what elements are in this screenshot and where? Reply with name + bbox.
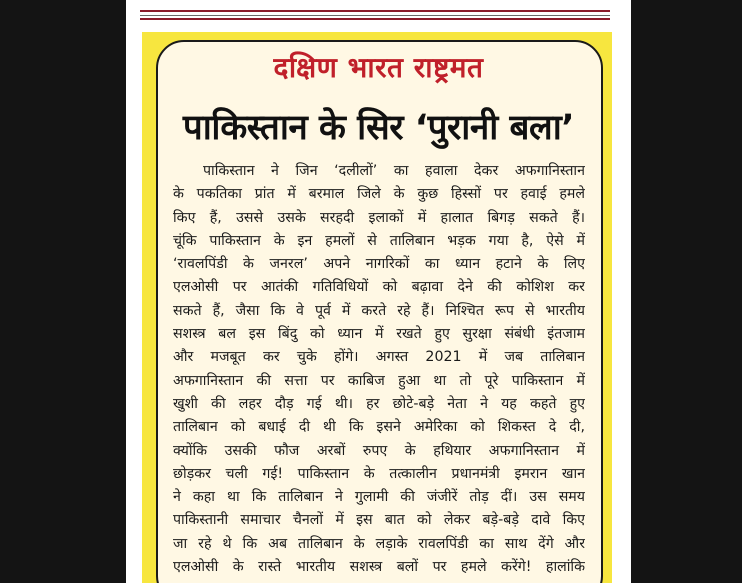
article-line: एलओसी के रास्ते भारतीय सशस्त्र बलों पर हमले करेंगे! हालांकि [173, 559, 585, 576]
article-line: सकते हैं, जैसा कि वे पूर्व में करते रहे हैं। निश्चित रूप से भारतीय [173, 302, 585, 319]
article-line: छोड़कर चली गई! पाकिस्तान के तत्कालीन प्रधानमंत्री इमरान खान [173, 465, 585, 482]
newspaper-page [126, 0, 631, 583]
article-line: पाकिस्तानी समाचार चैनलों में इस बात को लेकर बड़े-बड़े दावे किए [173, 512, 585, 529]
editorial-body [173, 160, 585, 579]
masthead-title: दक्षिण भारत राष्ट्रमत [273, 51, 484, 84]
article-line: खुशी की लहर दौड़ गई थी। हर छोटे-बड़े नेता ने यह कहते हुए [173, 395, 585, 412]
article-line: एलओसी पर आतंकी गतिविधियों को बढ़ावा देने की कोशिश कर [173, 279, 585, 296]
article-line: के पकतिका प्रांत में बरमाल जिले के कुछ हिस्सों पर हवाई हमले [173, 186, 585, 203]
header-rule-top [140, 10, 610, 12]
article-line: अफगानिस्तान की सत्ता पर काबिज हुआ था तो पूरे पाकिस्तान में [173, 372, 585, 389]
editorial-headline: पाकिस्तान के सिर ‘पुरानी बला’ [182, 108, 575, 148]
header-rule-bottom [140, 18, 610, 20]
header-rule-middle [140, 15, 610, 16]
article-line: ने कहा था कि तालिबान ने गुलामी की जंजीरें तोड़ दीं। उस समय [173, 489, 585, 506]
article-line: सशस्त्र बल इस बिंदु को ध्यान में रखते हुए सुरक्षा संबंधी इंतजाम [173, 326, 585, 343]
article-line: और मजबूत कर चुके होंगे। अगस्त 2021 में जब तालिबान [173, 349, 585, 366]
article-line: पाकिस्तान ने जिन ‘दलीलों’ का हवाला देकर अफगानिस्तान [203, 163, 585, 179]
article-line: चूंकि पाकिस्तान के इन हमलों से तालिबान भड़क गया है, ऐसे में [173, 232, 585, 249]
article-line: ‘रावलपिंडी के जनरल’ अपने नागरिकों का ध्यान हटाने के लिए [173, 256, 585, 273]
article-line: तालिबान को बधाई दी थी कि इसने अमेरिका को शिकस्त दे दी, [173, 419, 585, 436]
article-line: किए हैं, उससे उसके सरहदी इलाकों में हालात बिगड़ सकते हैं। [173, 209, 585, 226]
article-line: क्योंकि उसकी फौज अरबों रुपए के हथियार अफगानिस्तान में [173, 442, 585, 459]
article-line: जा रहे थे कि अब तालिबान के लड़ाके रावलपिंडी का साथ देंगे और [173, 535, 585, 552]
